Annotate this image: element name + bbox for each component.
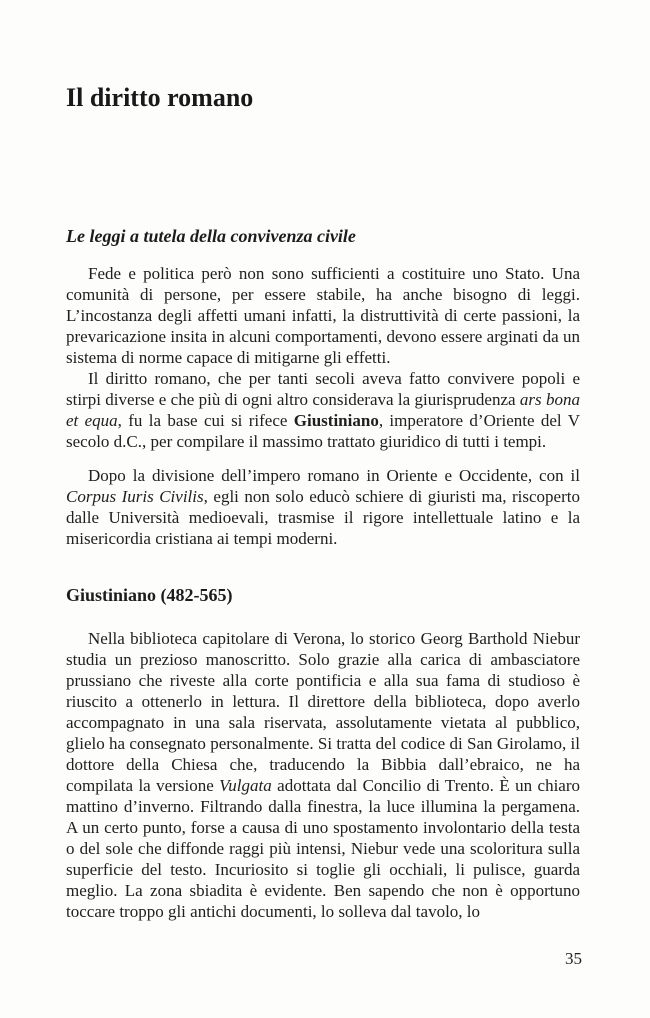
text-segment: Giustiniano (293, 411, 379, 430)
paragraph (66, 465, 580, 549)
text-segment: , imperatore d’Oriente del V secolo d.C., per compilare il massimo trattato giuridico di tutti i tempi. (66, 411, 580, 451)
text-segment: adottata dal Concilio di Trento. È un chiaro mattino d’inverno. Filtrando dalla finestra, la luce illumina la pergamena. A un certo punto, forse a causa di uno spostamento involontario della testa o del sole che diffonde raggi più intensi, Niebur vede una scoloritura sulla superficie del testo. Incuriosito si toglie gli occhiali, li pulisce, guarda meglio. La zona sbiadita è evidente. Ben sapendo che non è opportuno toccare troppo gli antichi documenti, lo solleva dal tavolo, lo (66, 776, 581, 921)
subsection-heading: Giustiniano (482-565) (66, 585, 233, 605)
text-segment: Corpus Iuris Civilis (66, 487, 204, 506)
text-segment: Fede e politica però non sono sufficienti a costituire uno Stato. Una comunità di persone, per essere stabile, ha anche bisogno di leggi. L’incostanza degli affetti umani infatti, la distruttività di certe passioni, la prevaricazione insita in alcuni comportamenti, devono essere arginati da un sistema di norme capace di mitigarne gli effetti. (66, 264, 580, 367)
text-segment: ars bona et equa (66, 390, 580, 430)
text-segment: , egli non solo educò schiere di giuristi ma, riscoperto dalle Università medioevali, trasmise il rigore intellettuale latino e la misericordia cristiana ai tempi moderni. (66, 487, 580, 548)
section-subtitle: Le leggi a tutela della convivenza civile (66, 226, 356, 246)
text-segment: Vulgata (219, 776, 272, 795)
paragraph (66, 263, 580, 368)
text-segment: Il diritto romano, che per tanti secoli aveva fatto convivere popoli e stirpi diverse e che più di ogni altro considerava la giurisprudenza (66, 369, 580, 409)
text-segment: Dopo la divisione dell’impero romano in Oriente e Occidente, con il (88, 466, 580, 485)
paragraph (66, 628, 580, 922)
page-number: 35 (565, 949, 582, 968)
chapter-title: Il diritto romano (66, 83, 254, 112)
text-segment: Nella biblioteca capitolare di Verona, lo storico Georg Barthold Niebur studia un prezioso manoscritto. Solo grazie alla carica di ambasciatore prussiano che riveste alla corte pontificia e alla sua fama di studioso è riuscito a ottenerlo in lettura. Il direttore della biblioteca, dopo averlo accompagnato in una sala riservata, assolutamente vietata al pubblico, glielo ha consegnato personalmente. Si tratta del codice di San Girolamo, il dottore della Chiesa che, traducendo la Bibbia dall’ebraico, ne ha compilata la versione (66, 629, 580, 795)
text-column (66, 85, 580, 922)
text-segment: , fu la base cui si rifece (117, 411, 294, 430)
paragraph (66, 368, 580, 452)
